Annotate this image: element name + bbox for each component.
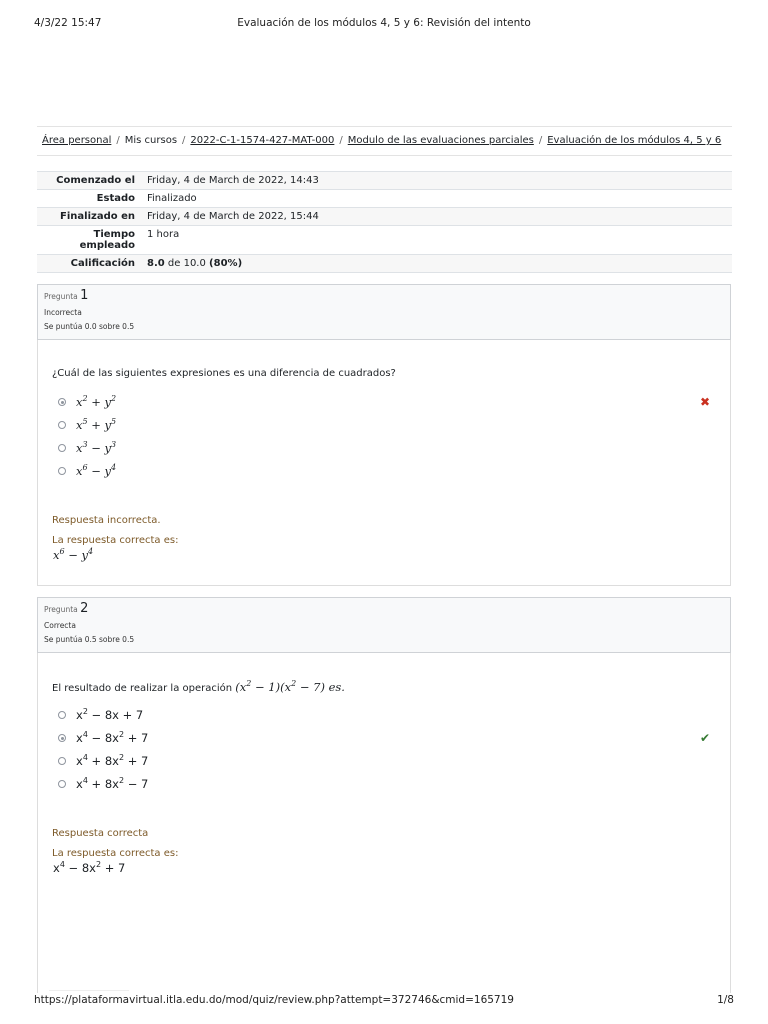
radio-button[interactable]: [58, 467, 66, 475]
answer-math: $x^5 + y^5$: [76, 417, 117, 432]
summary-row-finished: [37, 208, 732, 226]
question-label: Pregunta: [44, 292, 78, 301]
page-divider: [49, 990, 129, 991]
answer-math: $x^4 + 8x^2 + 7$: [76, 753, 149, 768]
summary-label: Calificación: [37, 255, 141, 273]
attempt-summary-table: [37, 171, 732, 273]
question-text: El resultado de realizar la operación $(x^2 - 1)(x^2 - 7)$ es.: [52, 679, 345, 694]
print-footer: [34, 994, 734, 1008]
breadcrumb-separator: /: [116, 135, 120, 146]
print-header: [34, 17, 734, 31]
summary-label: Estado: [37, 190, 141, 208]
question-text: ¿Cuál de las siguientes expresiones es una diferencia de cuadrados?: [52, 368, 396, 379]
grade-score: 8.0: [147, 258, 165, 269]
correct-answer: $x^4 - 8x^2 + 7$: [53, 860, 126, 875]
question-state: Incorrecta: [44, 308, 82, 317]
question-label: Pregunta: [44, 605, 78, 614]
question-mark: Se puntúa 0.5 sobre 0.5: [44, 635, 135, 644]
answer-math: $x^4 + 8x^2 - 7$: [76, 776, 149, 791]
answer-math: $x^6 - y^4$: [76, 463, 117, 478]
summary-value: Finalizado: [141, 190, 732, 208]
breadcrumb: [37, 126, 732, 156]
question-number: 1: [80, 288, 89, 303]
summary-row-grade: [37, 255, 732, 273]
breadcrumb-mis-cursos[interactable]: Mis cursos: [124, 135, 178, 146]
correct-answer-label: La respuesta correcta es:: [52, 535, 179, 546]
radio-button[interactable]: [58, 711, 66, 719]
question-1-content: [37, 340, 731, 586]
summary-value: Friday, 4 de March de 2022, 14:43: [141, 172, 732, 190]
print-page-number: 1/8: [717, 994, 734, 1006]
question-2-info: [37, 597, 731, 653]
grade-paren-open: (: [209, 258, 214, 269]
breadcrumb-section[interactable]: Modulo de las evaluaciones parciales: [347, 135, 534, 146]
correct-answer: $x^6 - y^4$: [53, 547, 94, 562]
grade-percent: 80%: [213, 258, 238, 269]
feedback-text: Respuesta incorrecta.: [52, 515, 161, 526]
grade-paren-close: ): [237, 258, 243, 269]
breadcrumb-quiz[interactable]: Evaluación de los módulos 4, 5 y 6: [547, 135, 722, 146]
grade-percent-wrap: [209, 258, 242, 269]
breadcrumb-course[interactable]: 2022-C-1-1574-427-MAT-000: [190, 135, 335, 146]
summary-label: Finalizado en: [37, 208, 141, 226]
summary-value: 1 hora: [141, 226, 732, 255]
summary-grade-value: [141, 255, 732, 273]
question-2-content: [37, 653, 731, 993]
breadcrumb-separator: /: [339, 135, 343, 146]
radio-button[interactable]: [58, 398, 66, 406]
radio-button[interactable]: [58, 780, 66, 788]
feedback-text: Respuesta correcta: [52, 828, 149, 839]
summary-value: Friday, 4 de March de 2022, 15:44: [141, 208, 732, 226]
correct-check-icon: ✔: [699, 731, 710, 745]
breadcrumb-area-personal[interactable]: Área personal: [42, 135, 112, 146]
summary-label: Tiempo empleado: [37, 226, 141, 255]
radio-button[interactable]: [58, 734, 66, 742]
breadcrumb-separator: /: [182, 135, 186, 146]
question-mark: Se puntúa 0.0 sobre 0.5: [44, 322, 135, 331]
incorrect-icon: ✖: [699, 395, 710, 409]
answer-math: $x^3 - y^3$: [76, 440, 117, 455]
answer-math: $x^2 - 8x + 7$: [76, 707, 144, 722]
summary-row-state: [37, 190, 732, 208]
summary-label: Comenzado el: [37, 172, 141, 190]
question-1-info: [37, 284, 731, 340]
answer-math: $x^2 + y^2$: [76, 394, 117, 409]
radio-button[interactable]: [58, 421, 66, 429]
summary-row-time: [37, 226, 732, 255]
print-title: Evaluación de los módulos 4, 5 y 6: Revisión del intento: [237, 17, 531, 29]
answer-math: $x^4 - 8x^2 + 7$: [76, 730, 149, 745]
grade-of: de 10.0: [167, 258, 206, 269]
question-number: 2: [80, 601, 89, 616]
radio-button[interactable]: [58, 757, 66, 765]
print-url: https://plataformavirtual.itla.edu.do/mod/quiz/review.php?attempt=372746&cmid=165719: [34, 994, 514, 1006]
radio-button[interactable]: [58, 444, 66, 452]
print-date: 4/3/22 15:47: [34, 17, 102, 29]
correct-answer-label: La respuesta correcta es:: [52, 848, 179, 859]
summary-row-started: [37, 172, 732, 190]
question-state: Correcta: [44, 621, 76, 630]
breadcrumb-separator: /: [538, 135, 543, 146]
